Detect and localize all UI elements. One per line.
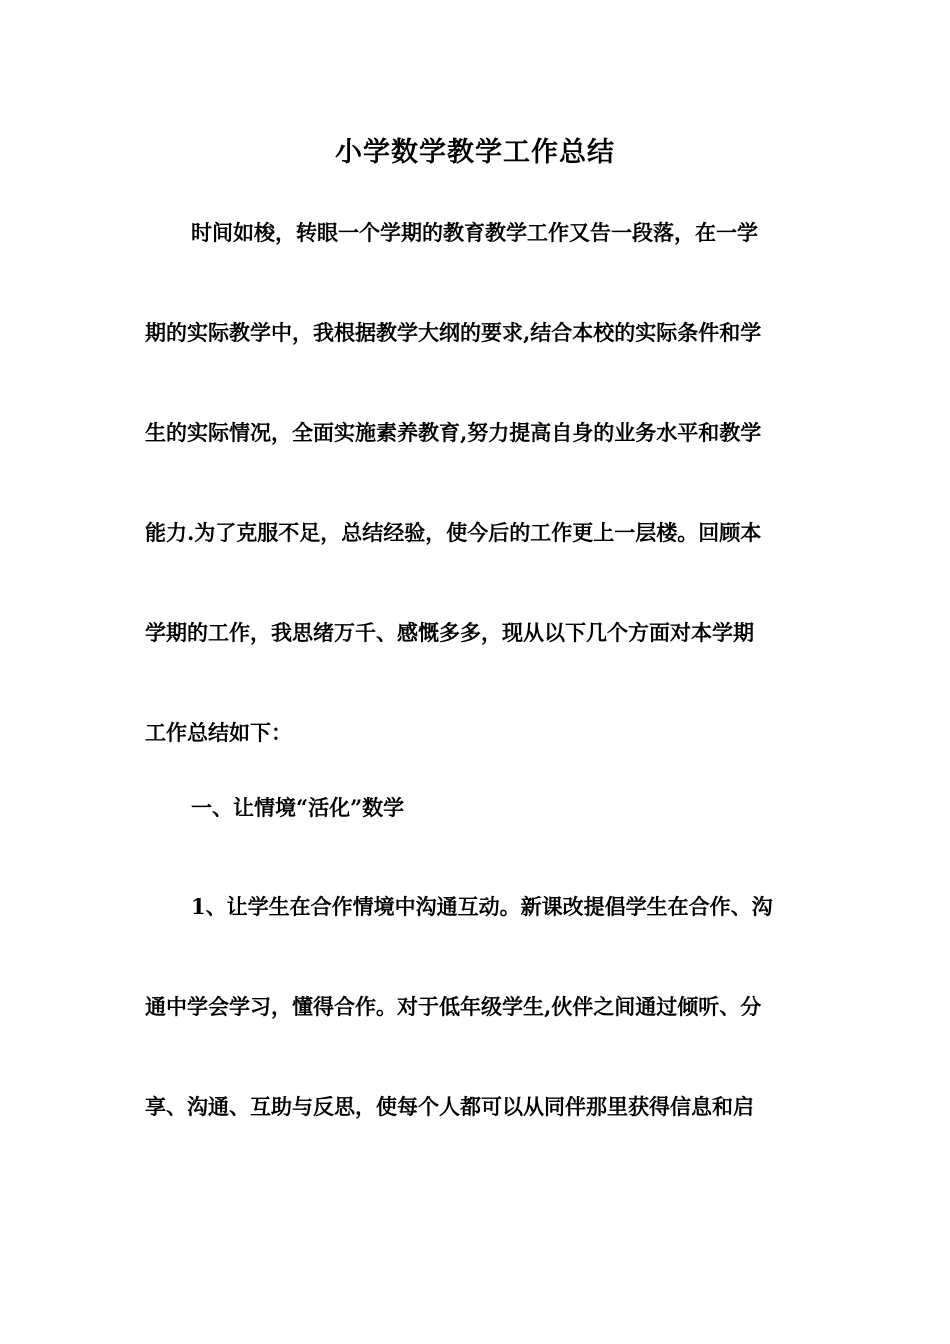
paragraph-line: 工作总结如下： (145, 720, 292, 745)
paragraph-line: 期的实际教学中，我根据教学大纲的要求,结合本校的实际条件和学 (145, 320, 762, 345)
paragraph-line: 生的实际情况，全面实施素养教育,努力提高自身的业务水平和教学 (145, 420, 762, 445)
paragraph-line: 学期的工作，我思绪万千、感慨多多，现从以下几个方面对本学期 (145, 620, 754, 645)
paragraph-line: 1、让学生在合作情境中沟通互动。新课改提倡学生在合作、沟 (191, 894, 773, 919)
paragraph-line: 时间如梭，转眼一个学期的教育教学工作又告一段落，在一学 (191, 220, 758, 245)
section-heading: 一、让情境“活化”数学 (191, 795, 405, 820)
paragraph-line: 能力.为了克服不足，总结经验，使今后的工作更上一层楼。回顾本 (145, 520, 762, 545)
paragraph-line: 享、沟通、互助与反思，使每个人都可以从同伴那里获得信息和启 (145, 1094, 754, 1119)
document-title: 小学数学教学工作总结 (335, 137, 615, 168)
paragraph-line: 通中学会学习，懂得合作。对于低年级学生,伙伴之间通过倾听、分 (145, 994, 762, 1019)
